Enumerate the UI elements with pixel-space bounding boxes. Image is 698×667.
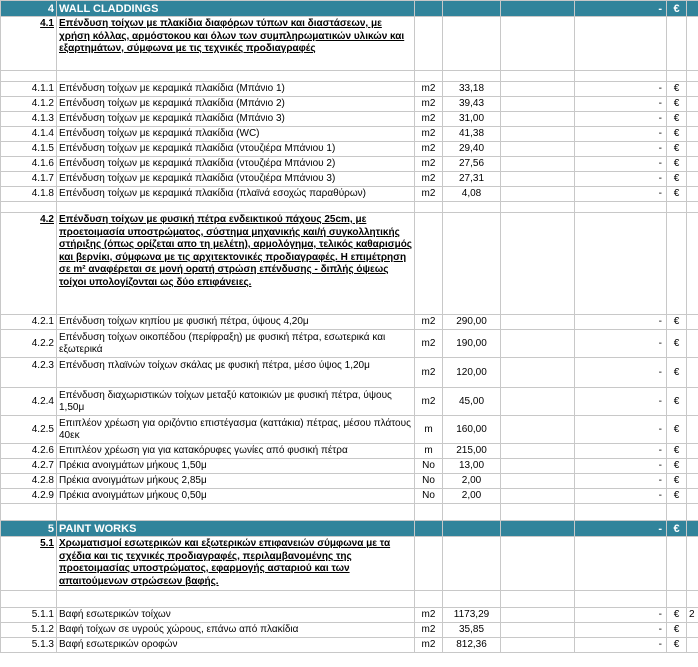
item-currency: € xyxy=(667,187,687,202)
item-unit: m2 xyxy=(415,127,443,142)
subsection-row xyxy=(1,537,698,591)
item-description: Επένδυση διαχωριστικών τοίχων μεταξύ κατοικιών με φυσική πέτρα, ύψους 1,50μ xyxy=(57,388,415,416)
item-quantity: 31,00 xyxy=(443,112,501,127)
section-total: - xyxy=(575,521,667,537)
item-code: 4.1.8 xyxy=(1,187,57,202)
item-amount: - xyxy=(575,157,667,172)
subsection-row xyxy=(1,213,698,315)
item-unit: m xyxy=(415,416,443,444)
table-row xyxy=(1,142,698,157)
section-header-row xyxy=(1,1,698,17)
item-amount: - xyxy=(575,187,667,202)
item-quantity: 290,00 xyxy=(443,315,501,330)
item-amount: - xyxy=(575,142,667,157)
item-description: Επένδυση τοίχων οικοπέδου (περίφραξη) με φυσική πέτρα, εσωτερικά και εξωτερικά xyxy=(57,330,415,358)
table-row xyxy=(1,330,698,358)
item-quantity: 45,00 xyxy=(443,388,501,416)
item-description: Επένδυση τοίχων με κεραμικά πλακίδια (ντουζιέρα Μπάνιου 3) xyxy=(57,172,415,187)
item-amount: - xyxy=(575,97,667,112)
item-currency: € xyxy=(667,416,687,444)
table-row xyxy=(1,315,698,330)
item-extra: 2 xyxy=(687,608,698,623)
item-unit: m2 xyxy=(415,187,443,202)
item-amount: - xyxy=(575,416,667,444)
table-row xyxy=(1,82,698,97)
item-description: Επιπλέον χρέωση για οριζόντιο επιστέγασμα (καττάκια) πέτρας, μέσου πλάτους 40εκ xyxy=(57,416,415,444)
item-description: Βαφή εσωτερικών οροφών xyxy=(57,638,415,653)
item-currency: € xyxy=(667,358,687,388)
section-currency: € xyxy=(667,521,687,537)
item-code: 4.2.2 xyxy=(1,330,57,358)
item-quantity: 4,08 xyxy=(443,187,501,202)
item-currency: € xyxy=(667,623,687,638)
item-code: 4.2.7 xyxy=(1,459,57,474)
table-row xyxy=(1,172,698,187)
table-row xyxy=(1,97,698,112)
table-row xyxy=(1,623,698,638)
subsection-number: 5.1 xyxy=(1,537,57,591)
table-row xyxy=(1,444,698,459)
item-amount: - xyxy=(575,315,667,330)
item-currency: € xyxy=(667,112,687,127)
section-number: 5 xyxy=(1,521,57,537)
table-row xyxy=(1,638,698,653)
item-amount: - xyxy=(575,358,667,388)
item-code: 4.1.6 xyxy=(1,157,57,172)
item-code: 4.1.2 xyxy=(1,97,57,112)
item-currency: € xyxy=(667,127,687,142)
subsection-number: 4.2 xyxy=(1,213,57,315)
item-description: Επένδυση τοίχων με κεραμικά πλακίδια (WC) xyxy=(57,127,415,142)
item-unit: m2 xyxy=(415,388,443,416)
item-description: Επένδυση πλαϊνών τοίχων σκάλας με φυσική πέτρα, μέσο ύψος 1,20μ xyxy=(57,358,415,388)
item-description: Επιπλέον χρέωση για για κατακόρυφες γωνίες από φυσική πέτρα xyxy=(57,444,415,459)
item-code: 4.2.3 xyxy=(1,358,57,388)
item-currency: € xyxy=(667,157,687,172)
item-code: 4.1.5 xyxy=(1,142,57,157)
item-code: 4.2.8 xyxy=(1,474,57,489)
item-unit: m2 xyxy=(415,623,443,638)
section-title: WALL CLADDINGS xyxy=(57,1,415,17)
item-amount: - xyxy=(575,444,667,459)
item-currency: € xyxy=(667,388,687,416)
item-code: 4.2.5 xyxy=(1,416,57,444)
item-quantity: 35,85 xyxy=(443,623,501,638)
item-currency: € xyxy=(667,172,687,187)
item-description: Βαφή εσωτερικών τοίχων xyxy=(57,608,415,623)
item-unit: No xyxy=(415,474,443,489)
item-currency: € xyxy=(667,82,687,97)
item-currency: € xyxy=(667,608,687,623)
item-amount: - xyxy=(575,608,667,623)
item-amount: - xyxy=(575,172,667,187)
subsection-description: Επένδυση τοίχων με πλακίδια διαφόρων τύπων και διαστάσεων, με χρήση κόλλας, αρμόστοκου και όλων των συμπληρωματικών υλικών και εξαρτημάτων, σύμφωνα με τις τεχνικές προδιαγραφές xyxy=(57,17,415,71)
table-row xyxy=(1,489,698,504)
item-code: 4.2.1 xyxy=(1,315,57,330)
item-amount: - xyxy=(575,489,667,504)
section-currency: € xyxy=(667,1,687,17)
item-unit: No xyxy=(415,459,443,474)
item-unit: m2 xyxy=(415,157,443,172)
item-description: Επένδυση τοίχων κηπίου με φυσική πέτρα, ύψους 4,20μ xyxy=(57,315,415,330)
item-currency: € xyxy=(667,489,687,504)
item-unit: m2 xyxy=(415,97,443,112)
item-amount: - xyxy=(575,638,667,653)
item-description: Πρέκια ανοιγμάτων μήκους 1,50μ xyxy=(57,459,415,474)
item-description: Επένδυση τοίχων με κεραμικά πλακίδια (ντουζιέρα Μπάνιου 1) xyxy=(57,142,415,157)
item-quantity: 27,31 xyxy=(443,172,501,187)
item-description: Επένδυση τοίχων με κεραμικά πλακίδια (Μπάνιο 1) xyxy=(57,82,415,97)
table-row xyxy=(1,112,698,127)
item-currency: € xyxy=(667,474,687,489)
item-unit: m2 xyxy=(415,638,443,653)
item-quantity: 13,00 xyxy=(443,459,501,474)
item-description: Επένδυση τοίχων με κεραμικά πλακίδια (Μπάνιο 3) xyxy=(57,112,415,127)
item-quantity: 2,00 xyxy=(443,474,501,489)
table-row xyxy=(1,358,698,388)
item-code: 4.1.3 xyxy=(1,112,57,127)
item-amount: - xyxy=(575,623,667,638)
item-amount: - xyxy=(575,127,667,142)
item-code: 5.1.3 xyxy=(1,638,57,653)
table-row xyxy=(1,608,698,623)
item-quantity: 812,36 xyxy=(443,638,501,653)
item-code: 4.1.1 xyxy=(1,82,57,97)
item-amount: - xyxy=(575,388,667,416)
item-description: Επένδυση τοίχων με κεραμικά πλακίδια (ντουζιέρα Μπάνιου 2) xyxy=(57,157,415,172)
section-number: 4 xyxy=(1,1,57,17)
item-unit: m2 xyxy=(415,82,443,97)
item-currency: € xyxy=(667,638,687,653)
item-description: Πρέκια ανοιγμάτων μήκους 0,50μ xyxy=(57,489,415,504)
item-amount: - xyxy=(575,474,667,489)
item-description: Βαφή τοίχων σε υγρούς χώρους, επάνω από πλακίδια xyxy=(57,623,415,638)
item-quantity: 215,00 xyxy=(443,444,501,459)
item-amount: - xyxy=(575,330,667,358)
item-currency: € xyxy=(667,330,687,358)
item-unit: m2 xyxy=(415,315,443,330)
item-unit: m2 xyxy=(415,330,443,358)
item-quantity: 1173,29 xyxy=(443,608,501,623)
table-row xyxy=(1,127,698,142)
item-quantity: 41,38 xyxy=(443,127,501,142)
item-currency: € xyxy=(667,97,687,112)
item-quantity: 27,56 xyxy=(443,157,501,172)
item-quantity: 120,00 xyxy=(443,358,501,388)
subsection-row xyxy=(1,17,698,71)
table-row xyxy=(1,474,698,489)
item-currency: € xyxy=(667,315,687,330)
item-currency: € xyxy=(667,142,687,157)
item-currency: € xyxy=(667,459,687,474)
section-title: PAINT WORKS xyxy=(57,521,415,537)
item-code: 4.2.4 xyxy=(1,388,57,416)
subsection-description: Χρωματισμοί εσωτερικών και εξωτερικών επιφανειών σύμφωνα με τα σχέδια και τις τεχνικές προδιαγραφές, περιλαμβανομένης της προετοιμασίας υποστρώματος, εφαρμογής ασταριού και των απαιτούμενων στρώσεων βαφής. xyxy=(57,537,415,591)
subsection-description: Επένδυση τοίχων με φυσική πέτρα ενδεικτικού πάχους 25cm, με προετοιμασία υποστρώματος, σύστημα μηχανικής και/ή συγκολλητικής στήριξης (όπως ορίζεται απο τη μελέτη), αρμολόγημα, τελικός καθαρισμός και βερνίκι, σύμφωνα με τις αρχιτεκτονικές προδιαγραφές. Η επιμέτρηση σε m² αναφέρεται σε μονή ορατή στρώση επένδυσης - διπλής όψεως τοίχοι υπολογίζονται ως δύο επιφάνειες. xyxy=(57,213,415,315)
item-description: Πρέκια ανοιγμάτων μήκους 2,85μ xyxy=(57,474,415,489)
item-currency: € xyxy=(667,444,687,459)
item-unit: m2 xyxy=(415,172,443,187)
item-unit: m2 xyxy=(415,112,443,127)
table-row xyxy=(1,388,698,416)
item-unit: m2 xyxy=(415,358,443,388)
item-unit: m2 xyxy=(415,608,443,623)
item-code: 4.2.6 xyxy=(1,444,57,459)
item-quantity: 190,00 xyxy=(443,330,501,358)
item-quantity: 160,00 xyxy=(443,416,501,444)
item-code: 4.1.4 xyxy=(1,127,57,142)
item-code: 5.1.2 xyxy=(1,623,57,638)
item-quantity: 29,40 xyxy=(443,142,501,157)
item-amount: - xyxy=(575,82,667,97)
table-row xyxy=(1,157,698,172)
section-header-row xyxy=(1,521,698,537)
item-quantity: 2,00 xyxy=(443,489,501,504)
item-unit: m xyxy=(415,444,443,459)
table-row xyxy=(1,459,698,474)
item-amount: - xyxy=(575,459,667,474)
item-code: 4.1.7 xyxy=(1,172,57,187)
item-quantity: 33,18 xyxy=(443,82,501,97)
item-amount: - xyxy=(575,112,667,127)
item-code: 4.2.9 xyxy=(1,489,57,504)
table-row xyxy=(1,187,698,202)
table-row xyxy=(1,416,698,444)
item-description: Επένδυση τοίχων με κεραμικά πλακίδια (Μπάνιο 2) xyxy=(57,97,415,112)
item-unit: m2 xyxy=(415,142,443,157)
section-total: - xyxy=(575,1,667,17)
subsection-number: 4.1 xyxy=(1,17,57,71)
item-quantity: 39,43 xyxy=(443,97,501,112)
item-unit: No xyxy=(415,489,443,504)
item-description: Επένδυση τοίχων με κεραμικά πλακίδια (πλαϊνά εσοχώς παραθύρων) xyxy=(57,187,415,202)
item-code: 5.1.1 xyxy=(1,608,57,623)
